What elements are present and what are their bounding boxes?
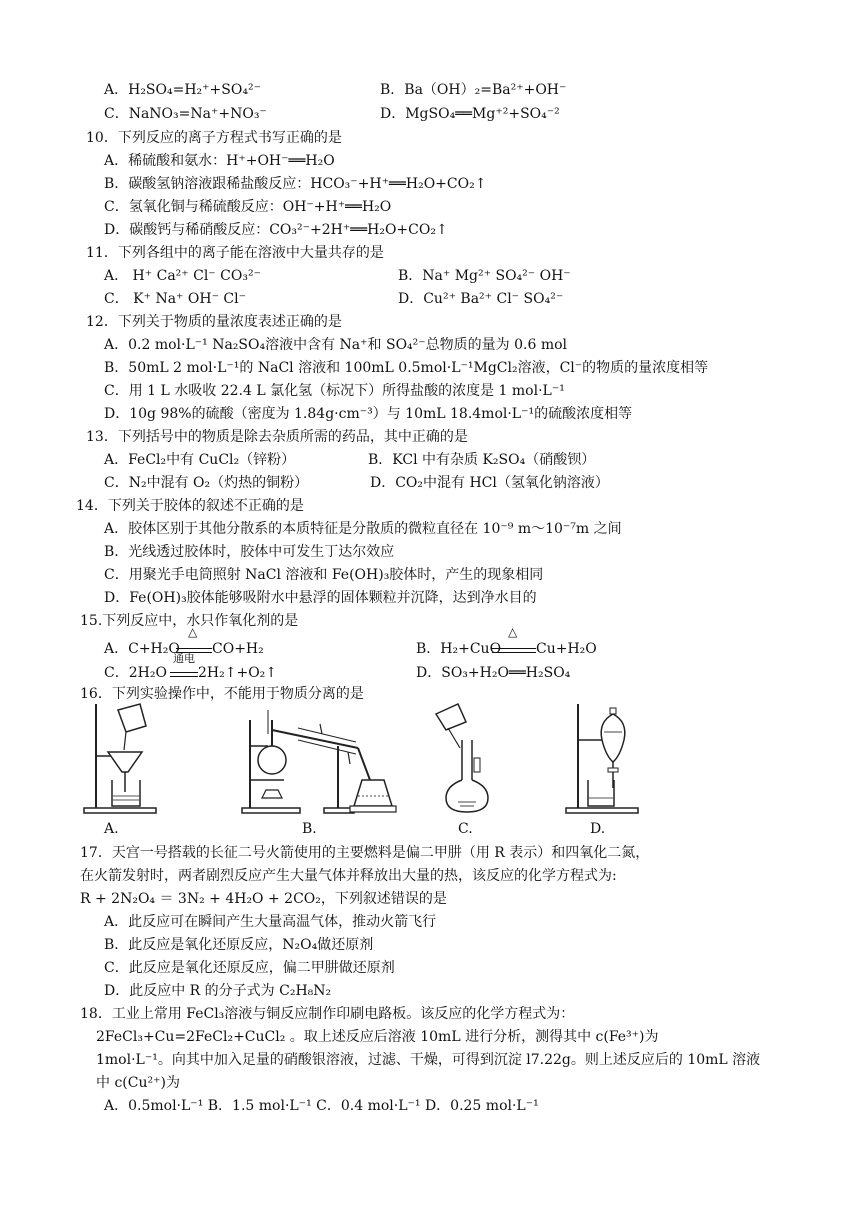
q15-option-c-left: C．2H₂O <box>104 665 167 681</box>
figure-label-d: D. <box>590 821 606 837</box>
q13-option-d: D．CO₂中混有 HCl（氢氧化钠溶液） <box>370 475 609 491</box>
q17-option-a: A．此反应可在瞬间产生大量高温气体，推动火箭飞行 <box>104 914 437 930</box>
q14-stem: 14．下列关于胶体的叙述不正确的是 <box>76 498 304 514</box>
volumetric-flask-figure <box>432 700 496 816</box>
q15-stem: 15.下列反应中，水只作氧化剂的是 <box>80 613 299 629</box>
q15-option-b-left: B．H₂+CuO <box>416 641 502 657</box>
q9-option-c: C．NaNO₃=Na⁺+NO₃⁻ <box>104 106 267 122</box>
q18-stem-line3: 1mol·L⁻¹。向其中加入足量的硝酸银溶液，过滤、干燥，可得到沉淀 l7.22g。则上述反应后的 10mL 溶液 <box>96 1052 761 1068</box>
q12-option-a: A．0.2 mol·L⁻¹ Na₂SO₄溶液中含有 Na⁺和 SO₄²⁻总物质的量为 0.6 mol <box>104 337 568 353</box>
q9-option-b: B．Ba（OH）₂=Ba²⁺+OH⁻ <box>380 82 567 98</box>
q15-option-a-left: A．C+H₂O <box>104 641 180 657</box>
filtration-apparatus-figure <box>82 700 158 816</box>
figure-label-a: A. <box>104 821 119 837</box>
q12-option-d: D．10g 98%的硫酸（密度为 1.84g·cm⁻³）与 10mL 18.4mol·L⁻¹的硫酸浓度相等 <box>104 406 633 422</box>
q15-option-a-right: CO+H₂ <box>212 641 264 657</box>
q12-stem: 12．下列关于物质的量浓度表述正确的是 <box>86 314 342 330</box>
figure-label-b: B. <box>302 821 317 837</box>
q11-option-c: C． K⁺ Na⁺ OH⁻ Cl⁻ <box>104 291 247 307</box>
q13-option-a: A．FeCl₂中有 CuCl₂（锌粉） <box>104 452 296 468</box>
reaction-arrow <box>170 672 198 677</box>
q17-stem-line2: 在火箭发射时，两者剧烈反应产生大量气体并释放出大量的热，该反应的化学方程式为: <box>80 868 617 884</box>
q12-option-c: C．用 1 L 水吸收 22.4 L 氯化氢（标况下）所得盐酸的浓度是 1 mol·L⁻¹ <box>104 383 565 399</box>
q13-stem: 13．下列括号中的物质是除去杂质所需的药品，其中正确的是 <box>86 429 468 445</box>
q15-option-c-right: 2H₂↑+O₂↑ <box>198 665 278 681</box>
q18-options: A．0.5mol·L⁻¹ B．1.5 mol·L⁻¹ C．0.4 mol·L⁻¹ D．0.25 mol·L⁻¹ <box>104 1098 539 1114</box>
q14-option-c: C．用聚光手电筒照射 NaCl 溶液和 Fe(OH)₃胶体时，产生的现象相同 <box>104 567 544 583</box>
q14-option-b: B．光线透过胶体时，胶体中可发生丁达尔效应 <box>104 544 395 560</box>
reaction-arrow <box>492 648 536 653</box>
figure-label-c: C. <box>458 821 473 837</box>
q15-option-d: D．SO₃+H₂O══H₂SO₄ <box>416 665 571 681</box>
q17-option-c: C．此反应是氧化还原反应，偏二甲肼做还原剂 <box>104 960 395 976</box>
q15-option-b-right: Cu+H₂O <box>536 641 597 657</box>
q13-option-b: B．KCl 中有杂质 K₂SO₄（硝酸钡） <box>368 452 596 468</box>
q14-option-d: D．Fe(OH)₃胶体能够吸附水中悬浮的固体颗粒并沉降，达到净水目的 <box>104 590 537 606</box>
q18-stem-line2: 2FeCl₃+Cu=2FeCl₂+CuCl₂ 。取上述反应后溶液 10mL 进行分析，测得其中 c(Fe³⁺)为 <box>96 1029 659 1045</box>
q9-option-a: A．H₂SO₄=H₂⁺+SO₄²⁻ <box>104 82 261 98</box>
q17-option-b: B．此反应是氧化还原反应，N₂O₄做还原剂 <box>104 937 374 953</box>
q9-option-d: D．MgSO₄══Mg⁺²+SO₄⁻² <box>380 106 560 122</box>
q18-stem-line1: 18．工业上常用 FeCl₃溶液与铜反应制作印刷电路板。该反应的化学方程式为： <box>80 1006 575 1022</box>
separatory-funnel-figure <box>562 700 642 816</box>
q10-option-d: D．碳酸钙与稀硝酸反应：CO₃²⁻+2H⁺══H₂O+CO₂↑ <box>104 222 448 238</box>
q11-stem: 11．下列各组中的离子能在溶液中大量共存的是 <box>86 245 384 261</box>
q17-equation: R + 2N₂O₄ ＝ 3N₂ + 4H₂O + 2CO₂，下列叙述错误的是 <box>80 891 447 907</box>
q10-stem: 10．下列反应的离子方程式书写正确的是 <box>86 130 342 146</box>
electrolysis-condition: 通电 <box>173 652 195 665</box>
q16-stem: 16．下列实验操作中，不能用于物质分离的是 <box>80 686 364 702</box>
q11-option-d: D．Cu²⁺ Ba²⁺ Cl⁻ SO₄²⁻ <box>398 291 564 307</box>
q10-option-a: A．稀硫酸和氨水：H⁺+OH⁻══H₂O <box>104 153 335 169</box>
q13-option-c: C．N₂中混有 O₂（灼热的铜粉） <box>104 475 309 491</box>
q18-stem-line4: 中 c(Cu²⁺)为 <box>96 1075 180 1091</box>
q14-option-a: A．胶体区别于其他分散系的本质特征是分散质的微粒直径在 10⁻⁹ m～10⁻⁷m 之间 <box>104 521 622 537</box>
q17-stem-line1: 17．天宫一号搭载的长征二号火箭使用的主要燃料是偏二甲肼（用 R 表示）和四氧化二氮， <box>80 845 650 861</box>
q11-option-a: A． H⁺ Ca²⁺ Cl⁻ CO₃²⁻ <box>104 268 261 284</box>
q12-option-b: B．50mL 2 mol·L⁻¹的 NaCl 溶液和 100mL 0.5mol·L⁻¹MgCl₂溶液，Cl⁻的物质的量浓度相等 <box>104 360 709 376</box>
distillation-apparatus-figure <box>238 700 400 816</box>
heat-symbol: △ <box>508 625 518 639</box>
q17-option-d: D．此反应中 R 的分子式为 C₂H₈N₂ <box>104 983 332 999</box>
q10-option-b: B．碳酸氢钠溶液跟稀盐酸反应：HCO₃⁻+H⁺══H₂O+CO₂↑ <box>104 176 487 192</box>
q10-option-c: C．氢氧化铜与稀硫酸反应：OH⁻+H⁺══H₂O <box>104 199 392 215</box>
q11-option-b: B．Na⁺ Mg²⁺ SO₄²⁻ OH⁻ <box>398 268 571 284</box>
heat-symbol: △ <box>188 625 198 639</box>
